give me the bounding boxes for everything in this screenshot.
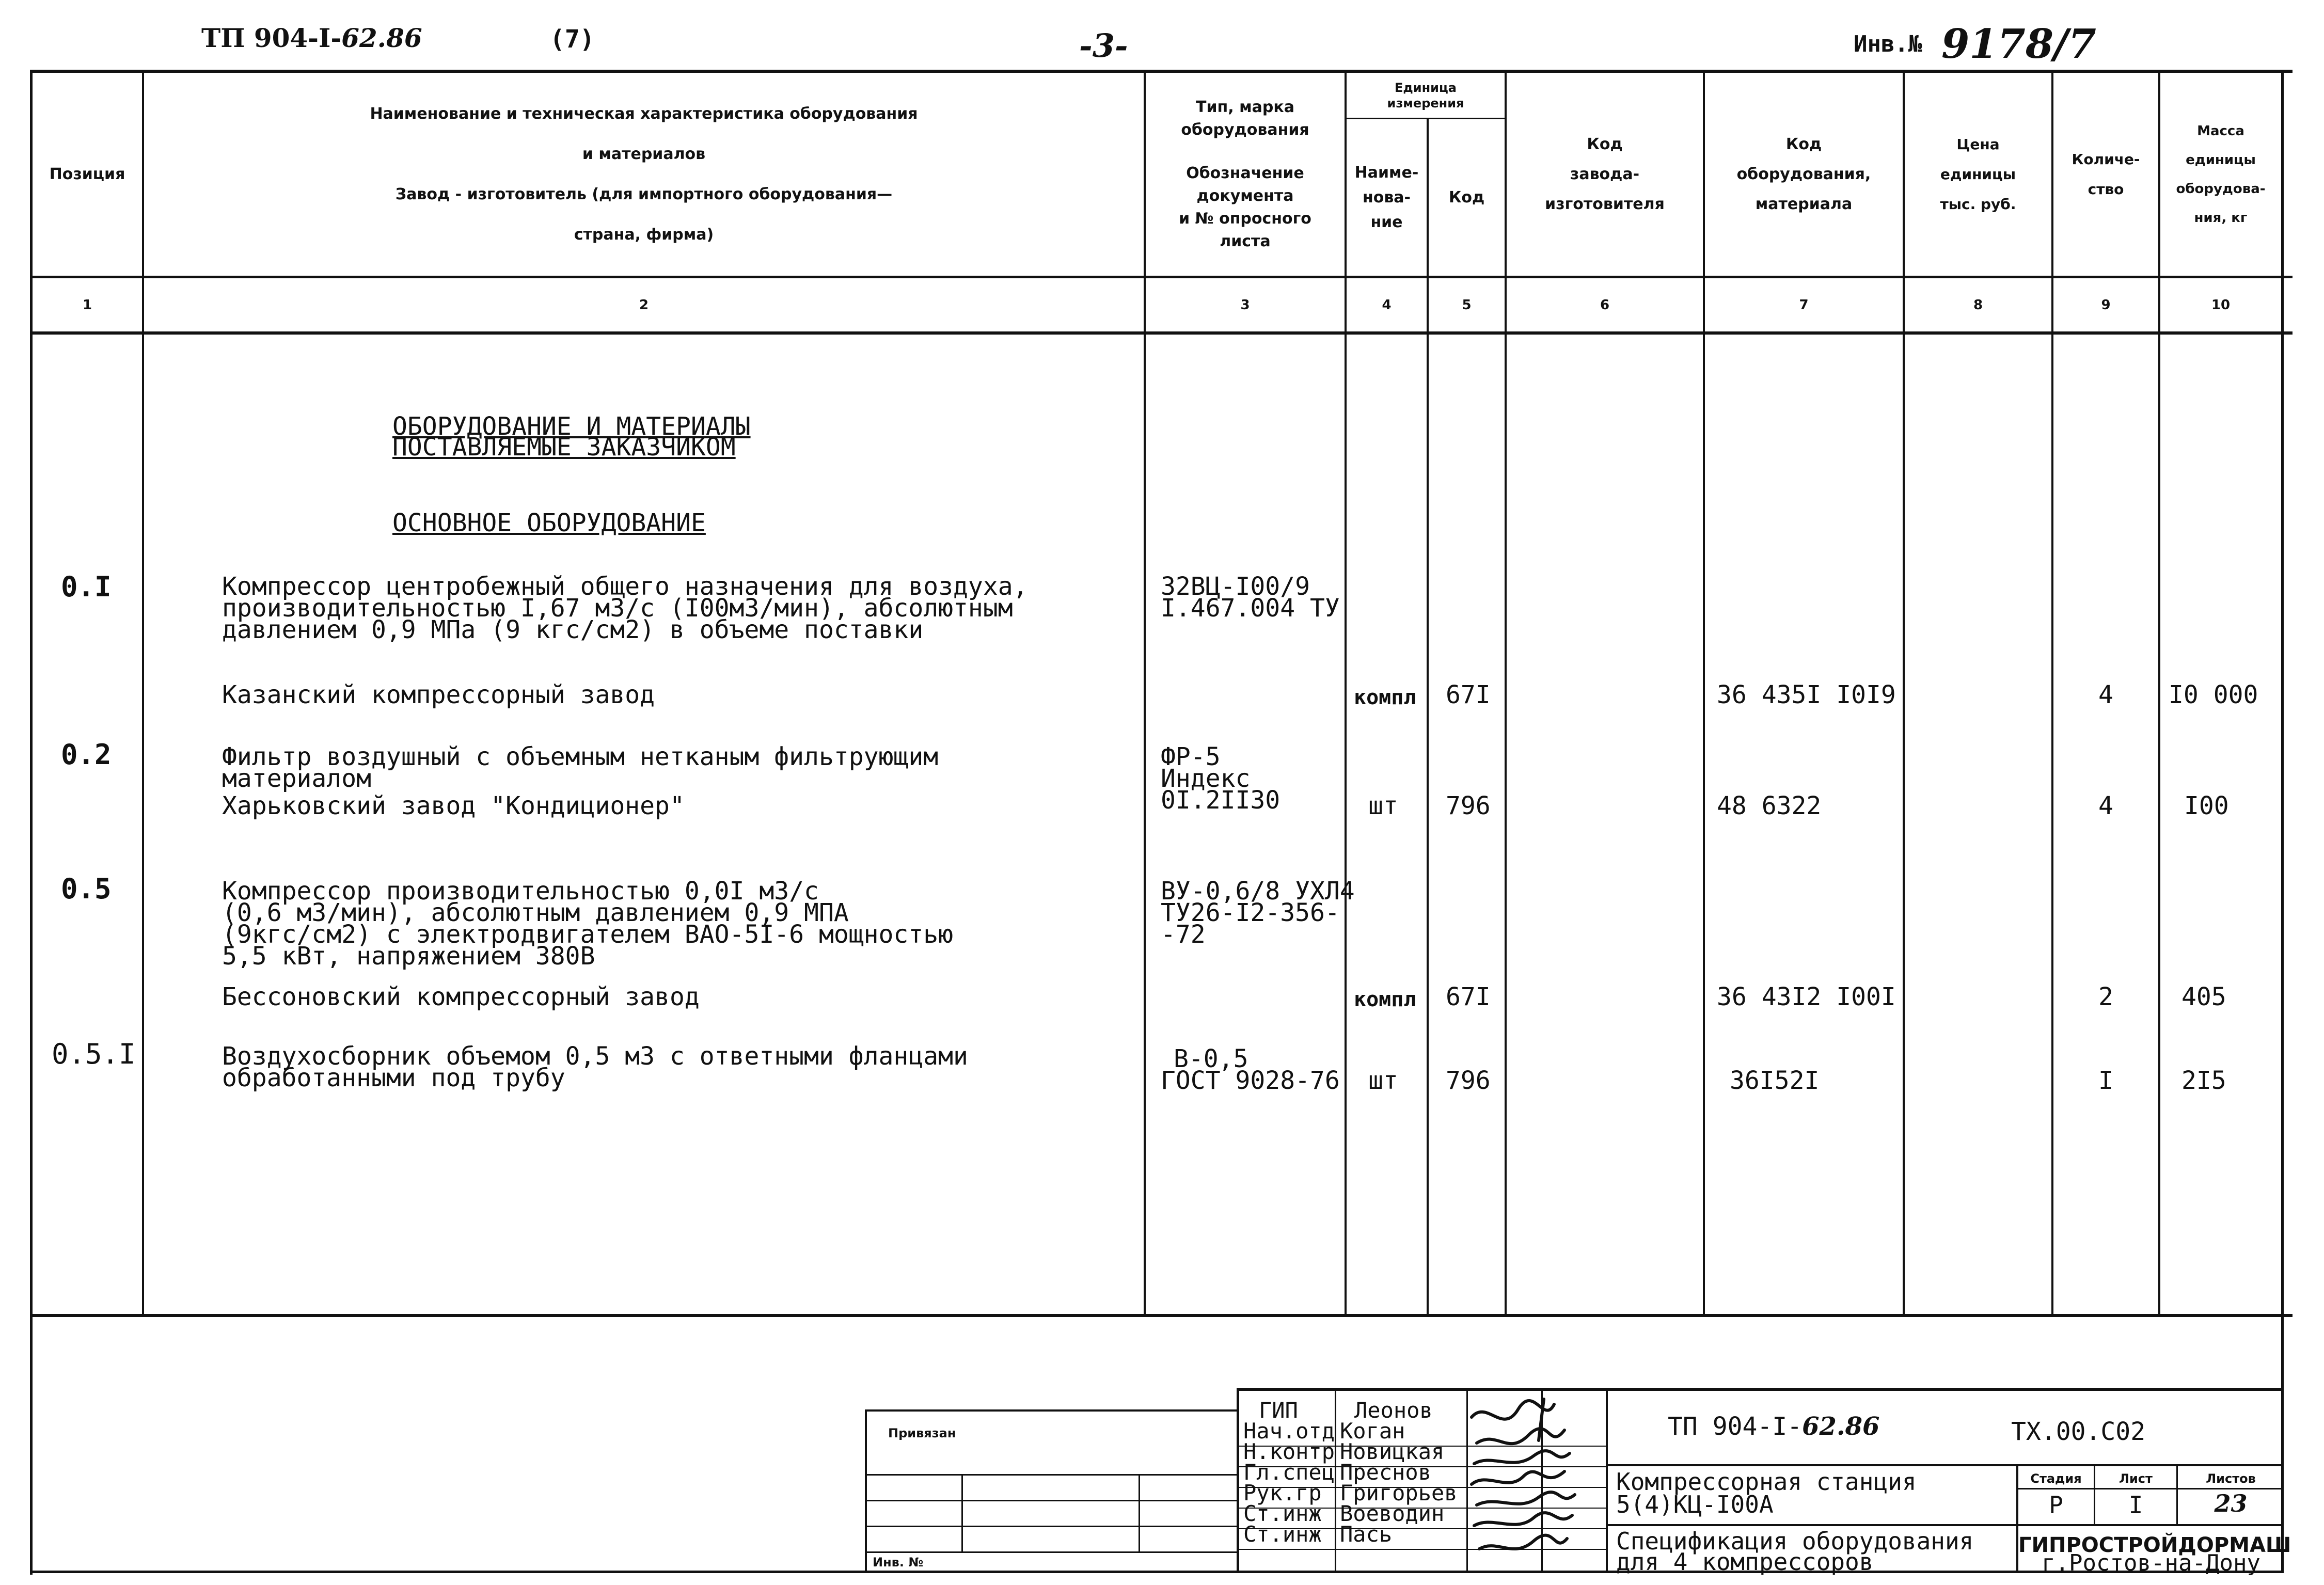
header-quantity: Количе- ство: [2072, 150, 2140, 198]
item-position: 0.I: [61, 570, 112, 603]
sign-name: Преснов: [1340, 1460, 1432, 1485]
title-block-row-2: [1606, 1524, 2284, 1526]
stage-label: Стадия: [2030, 1471, 2082, 1486]
spec-title: Спецификация оборудования для 4 компрессоров: [1616, 1527, 1974, 1576]
sign-role: Гл.спец: [1243, 1460, 1335, 1485]
col-number-3: 3: [1240, 297, 1250, 313]
sheet-label: Лист: [2119, 1471, 2153, 1486]
binding-stamp-div-1: [961, 1474, 963, 1551]
sign-roles: [1243, 1400, 1335, 1545]
inventory-label: Инв.№: [1854, 31, 1922, 57]
header-unit-group: Единица измерения: [1387, 80, 1464, 110]
header-maker-code: Код завода- изготовителя: [1545, 135, 1665, 213]
sheets-value: 23: [2214, 1489, 2248, 1517]
item-code: 48 6322: [1717, 791, 1822, 820]
item-unit-code: 67I: [1446, 680, 1491, 709]
organization-name: ГИПРОСТРОЙДОРМАШ: [2018, 1533, 2291, 1557]
item-maker: Бессоновский компрессорный завод: [222, 982, 700, 1011]
col-number-10: 10: [2211, 297, 2231, 313]
header-unit-mass: Масса единицы оборудова- ния, кг: [2176, 123, 2266, 226]
sign-role: Рук.гр: [1243, 1480, 1322, 1505]
sheet-code: ТХ.00.С02: [2011, 1417, 2146, 1446]
item-unit-code: 67I: [1446, 982, 1491, 1011]
item-type: В-0,5 ГОСТ 9028-76: [1161, 1044, 1340, 1095]
numbers-bottom-border: [31, 331, 2293, 335]
header-unit-name: Наиме- нова- ние: [1354, 163, 1419, 231]
doc-code-prefix: ТП 904-I-: [1668, 1412, 1803, 1441]
binding-stamp-div-2: [1139, 1474, 1140, 1551]
title-block-row-1: [1606, 1464, 2284, 1466]
item-type: ВУ-0,6/8 УХЛ4 ТУ26-I2-356- -72: [1161, 877, 1355, 949]
handwritten-signatures: [1466, 1394, 1601, 1570]
title-block-left: [1237, 1388, 1239, 1572]
signature-kogan: [1477, 1429, 1564, 1444]
organization-city: г.Ростов-на-Дону: [2042, 1550, 2260, 1576]
binding-stamp-left: [865, 1409, 867, 1572]
sign-role: Нач.отд: [1243, 1418, 1335, 1444]
header-unit-price: Цена единицы тыс. руб.: [1940, 135, 2016, 213]
sign-role: ГИП: [1259, 1398, 1298, 1423]
inventory-number: 9178/7: [1941, 21, 2096, 68]
signature-pas: [1479, 1535, 1567, 1549]
sign-name: Леонов: [1354, 1398, 1433, 1423]
item-unit: шт: [1368, 791, 1398, 820]
doc-code-hand: 62.86: [1802, 1412, 1880, 1441]
item-mass: I0 000: [2169, 680, 2258, 709]
item-description: Фильтр воздушный с объемным нетканым фильтрующим материалом: [222, 742, 939, 793]
item-description: Компрессор центробежный общего назначения для воздуха, производительностью I,67 м3/с (I00м3/мин), абсолютным давлением 0,9 МПа (9 кгс/см2) в объеме поставки: [222, 572, 1028, 644]
header-position: Позиция: [49, 165, 125, 183]
item-type: ФР-5 Индекс 0I.2II30: [1161, 742, 1280, 815]
item-unit: шт: [1368, 1066, 1398, 1095]
col-number-6: 6: [1600, 297, 1610, 313]
col-number-4: 4: [1382, 297, 1392, 313]
item-code: 36 435I I0I9: [1717, 680, 1896, 709]
sheets-label: Листов: [2206, 1471, 2256, 1486]
item-quantity: 4: [2098, 680, 2113, 709]
item-type: 32ВЦ-I00/9 I.467.004 ТУ: [1161, 572, 1340, 623]
sign-role-divider: [1335, 1388, 1336, 1571]
sign-role: Ст.инж: [1243, 1501, 1322, 1526]
sign-names: [1340, 1400, 1458, 1545]
item-unit-code: 796: [1446, 791, 1491, 820]
binding-stamp-row-1: [865, 1474, 1239, 1476]
section-title-2: ПОСТАВЛЯЕМЫЕ ЗАКАЗЧИКОМ: [392, 433, 736, 462]
item-position: 0.2: [61, 738, 112, 771]
item-code: 36 43I2 I00I: [1717, 982, 1896, 1011]
header-name: Наименование и техническая характеристика оборудования и материалов Завод - изготовитель (для импортного оборудования— страна, фирма): [370, 104, 918, 244]
table-bottom-border: [31, 1314, 2293, 1317]
binding-stamp-top: [865, 1409, 1239, 1412]
sign-role: Н.контр: [1243, 1439, 1335, 1464]
binding-stamp-row-2: [865, 1500, 1239, 1501]
doc-code-prefix: ТП 904-I-: [201, 23, 342, 53]
signature-leonov: [1472, 1399, 1554, 1440]
binding-stamp-row-4: [865, 1551, 1239, 1553]
signature-grigoriev: [1477, 1492, 1575, 1505]
col-number-7: 7: [1799, 297, 1809, 313]
signature-voevodin: [1474, 1513, 1572, 1526]
section-title-1: ОБОРУДОВАНИЕ И МАТЕРИАЛЫ: [392, 412, 751, 441]
item-position: 0.5: [61, 873, 112, 905]
doc-code-top: [201, 23, 422, 53]
item-quantity: I: [2098, 1066, 2113, 1095]
item-quantity: 4: [2098, 791, 2113, 820]
header-unit-code: Код: [1448, 188, 1485, 207]
header-type: Тип, марка оборудования Обозначение документа и № опросного листа: [1179, 98, 1311, 250]
signature-presnov: [1472, 1471, 1564, 1484]
col-number-2: 2: [639, 297, 649, 313]
item-code: 36I52I: [1730, 1066, 1820, 1095]
item-maker: Казанский компрессорный завод: [222, 680, 655, 709]
sheet-index: (7): [550, 25, 595, 54]
binding-stamp-row-3: [865, 1526, 1239, 1527]
page-number: -3-: [1079, 27, 1128, 65]
table-right-border: [2281, 70, 2284, 1572]
binding-label: Привязан: [888, 1426, 956, 1440]
col-number-5: 5: [1462, 297, 1472, 313]
sign-name: Воеводин: [1340, 1501, 1445, 1526]
item-maker: Харьковский завод "Кондиционер": [222, 791, 685, 820]
col-number-9: 9: [2101, 297, 2111, 313]
item-unit-code: 796: [1446, 1066, 1491, 1095]
col-number-8: 8: [1973, 297, 1983, 313]
section-title-3: ОСНОВНОЕ ОБОРУДОВАНИЕ: [392, 509, 706, 537]
item-mass: I00: [2184, 791, 2229, 820]
sheet-value: I: [2128, 1491, 2143, 1519]
item-unit: компл: [1354, 988, 1416, 1011]
title-block-top: [1237, 1388, 2284, 1391]
doc-code-hand: 62.86: [341, 23, 422, 53]
sign-name: Пась: [1340, 1521, 1393, 1547]
item-unit: компл: [1354, 686, 1416, 709]
sign-name: Григорьев: [1340, 1480, 1458, 1505]
col-number-1: 1: [82, 297, 92, 313]
item-description: Компрессор производительностью 0,0I м3/с (0,6 м3/мин), абсолютным давлением 0,9 МПА (9кгс/см2) с электродвигателем ВАО-5I-6 мощностью 5,5 кВт, напряжением 380В: [222, 877, 954, 971]
sign-name: Новицкая: [1340, 1439, 1445, 1464]
item-position: 0.5.I: [52, 1038, 136, 1070]
sign-date-divider: [1606, 1388, 1608, 1571]
item-mass: 2I5: [2181, 1066, 2226, 1095]
item-quantity: 2: [2098, 982, 2113, 1011]
signature-novitskaya: [1474, 1451, 1570, 1464]
project-title: Компрессорная станция 5(4)КЦ-I00А: [1616, 1468, 1917, 1518]
inventory-no-label: Инв. №: [873, 1555, 924, 1570]
sign-role: Ст.инж: [1243, 1521, 1322, 1547]
doc-code: [1668, 1412, 1879, 1441]
sign-name: Коган: [1340, 1418, 1405, 1444]
item-mass: 405: [2181, 982, 2226, 1011]
item-description: Воздухосборник объемом 0,5 м3 с ответными фланцами обработанными под трубу: [222, 1042, 968, 1092]
header-equipment-code: Код оборудования, материала: [1736, 135, 1871, 213]
stage-value: Р: [2049, 1491, 2063, 1519]
